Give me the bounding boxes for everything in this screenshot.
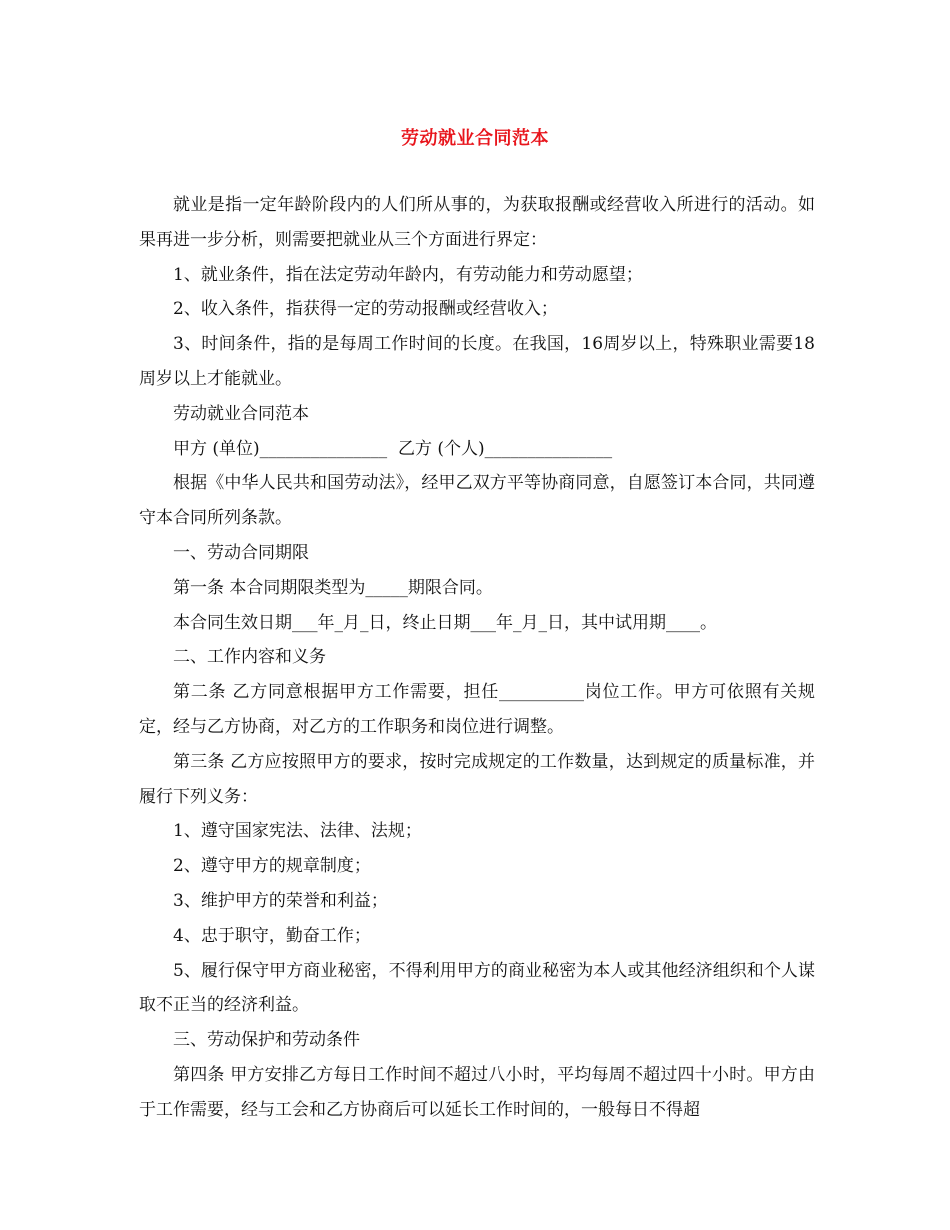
list-item: 1、就业条件，指在法定劳动年龄内，有劳动能力和劳动愿望；	[173, 264, 643, 285]
contract-heading: 劳动就业合同范本	[173, 403, 309, 424]
article-2: 第二条 乙方同意根据甲方工作需要，担任__________岗位工作。甲方可依照有关规定，经与乙方协商，对乙方的工作职务和岗位进行调整。	[139, 682, 815, 737]
article-3: 第三条 乙方应按照甲方的要求，按时完成规定的工作数量，达到规定的质量标准，并履行下列义务：	[139, 751, 815, 807]
paragraph-employment-definition: 就业是指一定年龄阶段内的人们所从事的，为获取报酬或经营收入所进行的活动。如果再进一步分析，则需要把就业从三个方面进行界定：	[139, 195, 815, 250]
parties-line: 甲方 (单位)_______________ 乙方 (个人)_______________	[173, 438, 613, 459]
document-body	[139, 188, 815, 1128]
paragraph-preamble: 根据《中华人民共和国劳动法》，经甲乙双方平等协商同意，自愿签订本合同，共同遵守本合同所列条款。	[139, 473, 815, 529]
list-item: 3、维护甲方的荣誉和利益；	[173, 890, 388, 911]
list-item: 1、遵守国家宪法、法律、法规；	[173, 821, 422, 842]
section-heading: 一、劳动合同期限	[173, 542, 309, 563]
section-heading: 二、工作内容和义务	[173, 647, 326, 668]
section-heading: 三、劳动保护和劳动条件	[173, 1030, 360, 1051]
article-4: 第四条 甲方安排乙方每日工作时间不超过八小时，平均每周不超过四十小时。甲方由于工作需要，经与工会和乙方协商后可以延长工作时间的，一般每日不得超	[139, 1064, 815, 1120]
list-item: 3、时间条件，指的是每周工作时间的长度。在我国，16周岁以上，特殊职业需要18周岁以上才能就业。	[139, 334, 815, 389]
paragraph-dates: 本合同生效日期___年_月_日，终止日期___年_月_日，其中试用期____。	[173, 612, 717, 633]
list-item: 2、收入条件，指获得一定的劳动报酬或经营收入；	[173, 299, 558, 320]
list-item: 5、履行保守甲方商业秘密，不得利用甲方的商业秘密为本人或其他经济组织和个人谋取不正当的经济利益。	[139, 960, 815, 1016]
list-item: 2、遵守甲方的规章制度；	[173, 856, 371, 877]
document-title: 劳动就业合同范本	[401, 128, 549, 149]
list-item: 4、忠于职守，勤奋工作；	[173, 925, 371, 946]
article-1: 第一条 本合同期限类型为_____期限合同。	[173, 577, 493, 598]
